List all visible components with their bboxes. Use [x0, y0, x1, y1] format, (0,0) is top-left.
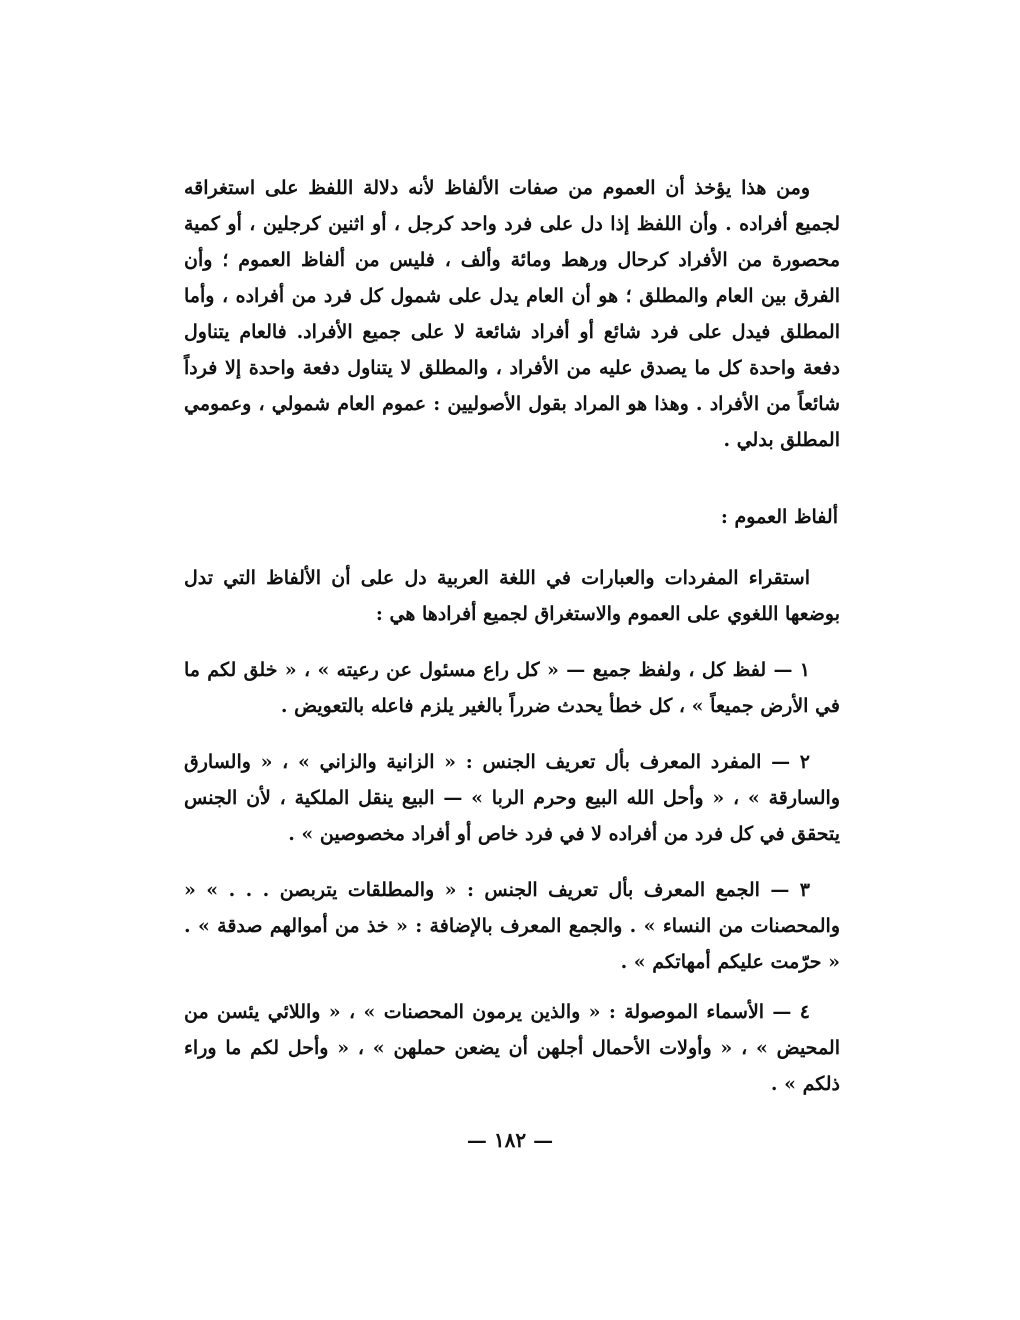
- list-item-4: ٤ — الأسماء الموصولة : « والذين يرمون المحصنات » ، « واللائي يئسن من المحيض » ، « وأولات الأحمال أجلهن أن يضعن حملهن » ، « وأحل لكم ما وراء ذلكم » .: [184, 1001, 840, 1095]
- section-heading: ألفاظ العموم :: [720, 506, 838, 528]
- intro-paragraph: ومن هذا يؤخذ أن العموم من صفات الألفاظ لأنه دلالة اللفظ على استغراقه لجميع أفراده . وأن اللفظ إذا دل على فرد واحد كرجل ، أو اثنين كرجلين ، أو كمية محصورة من الأفراد كرحال ورهط ومائة وألف ، فليس من ألفاظ العموم ؛ وأن الفرق بين العام والمطلق ؛ هو أن العام يدل على شمول كل فرد من أفراده ، وأما المطلق فيدل على فرد شائع أو أفراد شائعة لا على جميع الأفراد. فالعام يتناول دفعة واحدة كل ما يصدق عليه من الأفراد ، والمطلق لا يتناول دفعة واحدة إلا فرداً شائعاً من الأفراد . وهذا هو المراد بقول الأصوليين : عموم العام شمولي ، وعمومي المطلق بدلي .: [184, 177, 840, 451]
- list-item-1: ١ — لفظ كل ، ولفظ جميع — « كل راع مسئول عن رعيته » ، « خلق لكم ما في الأرض جميعاً » ، كل خطأ يحدث ضرراً بالغير يلزم فاعله بالتعويض .: [184, 659, 840, 717]
- induction-paragraph: استقراء المفردات والعبارات في اللغة العربية دل على أن الألفاظ التي تدل بوضعها اللغوي على العموم والاستغراق لجميع أفرادها هي :: [184, 567, 840, 625]
- list-item-2: ٢ — المفرد المعرف بأل تعريف الجنس : « الزانية والزاني » ، « والسارق والسارقة » ، « وأحل الله البيع وحرم الربا » — البيع ينقل الملكية ، لأن الجنس يتحقق في كل فرد من أفراده لا في فرد خاص أو أفراد مخصوصين » .: [184, 751, 840, 845]
- list-item-3: ٣ — الجمع المعرف بأل تعريف الجنس : « والمطلقات يتربصن . . . » « والمحصنات من النساء » . والجمع المعرف بالإضافة : « خذ من أموالهم صدقة » . « حرّمت عليكم أمهاتكم » .: [184, 879, 840, 973]
- page-number: — ١٨٢ —: [466, 1128, 554, 1152]
